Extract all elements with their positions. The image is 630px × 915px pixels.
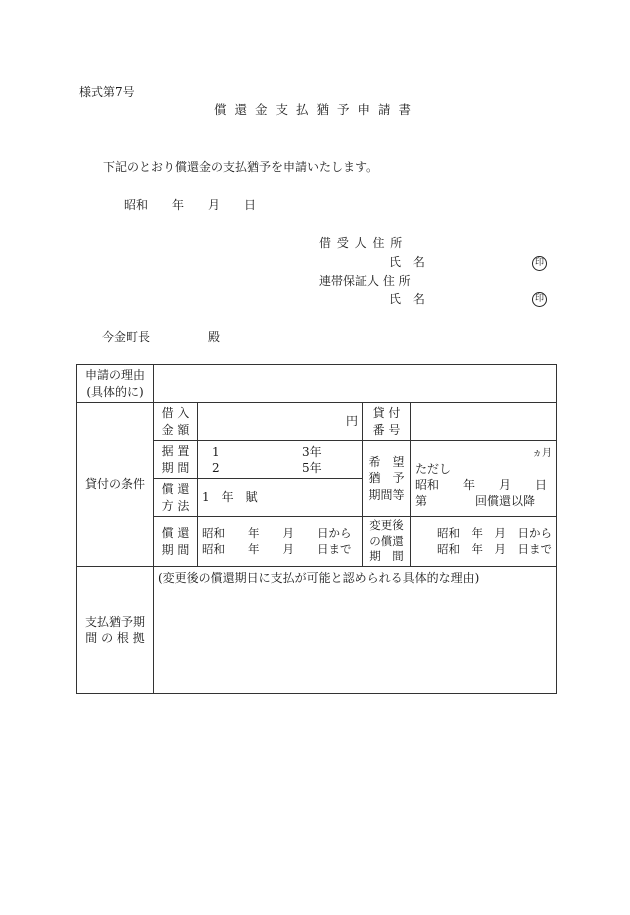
borrower-name-label: 氏 名	[389, 255, 429, 269]
deferral-basis-field[interactable]: (変更後の償還期日に支払が可能と認められる具体的な理由)	[154, 567, 557, 694]
loan-conditions-label: 貸付の条件	[77, 403, 154, 567]
reason-label: 申請の理由 (具体的に)	[77, 365, 154, 403]
application-table	[76, 364, 557, 694]
loan-amount-label: 借 入 金 額	[154, 403, 198, 441]
repayment-period-label: 償 還 期 間	[154, 517, 198, 567]
reason-field[interactable]	[154, 365, 557, 403]
document-title: 償還金支払猶予申請書	[214, 102, 420, 117]
seal-icon: 印	[532, 256, 547, 271]
changed-period-label: 変更後 の償還 期 間	[363, 517, 411, 567]
loan-amount-field[interactable]: 円	[198, 403, 363, 441]
seal-icon: 印	[532, 292, 547, 307]
application-date: 昭和 年 月 日	[124, 198, 257, 212]
deferral-basis-label: 支払猶予期 間 の 根 拠	[77, 567, 154, 694]
changed-period-field[interactable]: 昭和 年 月 日から 昭和 年 月 日まで	[411, 517, 557, 567]
requested-deferral-label: 希 望 猶 予 期間等	[363, 441, 411, 517]
repayment-method-label: 償 還 方 法	[154, 479, 198, 517]
addressee-honorific: 殿	[208, 330, 221, 344]
loan-number-label: 貸 付 番 号	[363, 403, 411, 441]
guarantor-address-label: 連帯保証人 住 所	[319, 274, 411, 288]
form-number: 様式第7号	[79, 85, 135, 99]
addressee-name: 今金町長	[102, 330, 151, 344]
grace-period-label: 据 置 期 間	[154, 441, 198, 479]
guarantor-name-label: 氏 名	[389, 292, 429, 306]
intro-text: 下記のとおり償還金の支払猶予を申請いたします。	[103, 160, 379, 174]
grace-period-options[interactable]: 1 3年 2 5年	[198, 441, 363, 479]
loan-number-field[interactable]	[411, 403, 557, 441]
borrower-address-label: 借 受 人 住 所	[319, 236, 404, 250]
requested-deferral-field[interactable]: ヵ月 ただし 昭和 年 月 日 第 回償還以降	[411, 441, 557, 517]
repayment-period-field[interactable]: 昭和 年 月 日から 昭和 年 月 日まで	[198, 517, 363, 567]
repayment-method-value: 1 年 賦	[198, 479, 363, 517]
